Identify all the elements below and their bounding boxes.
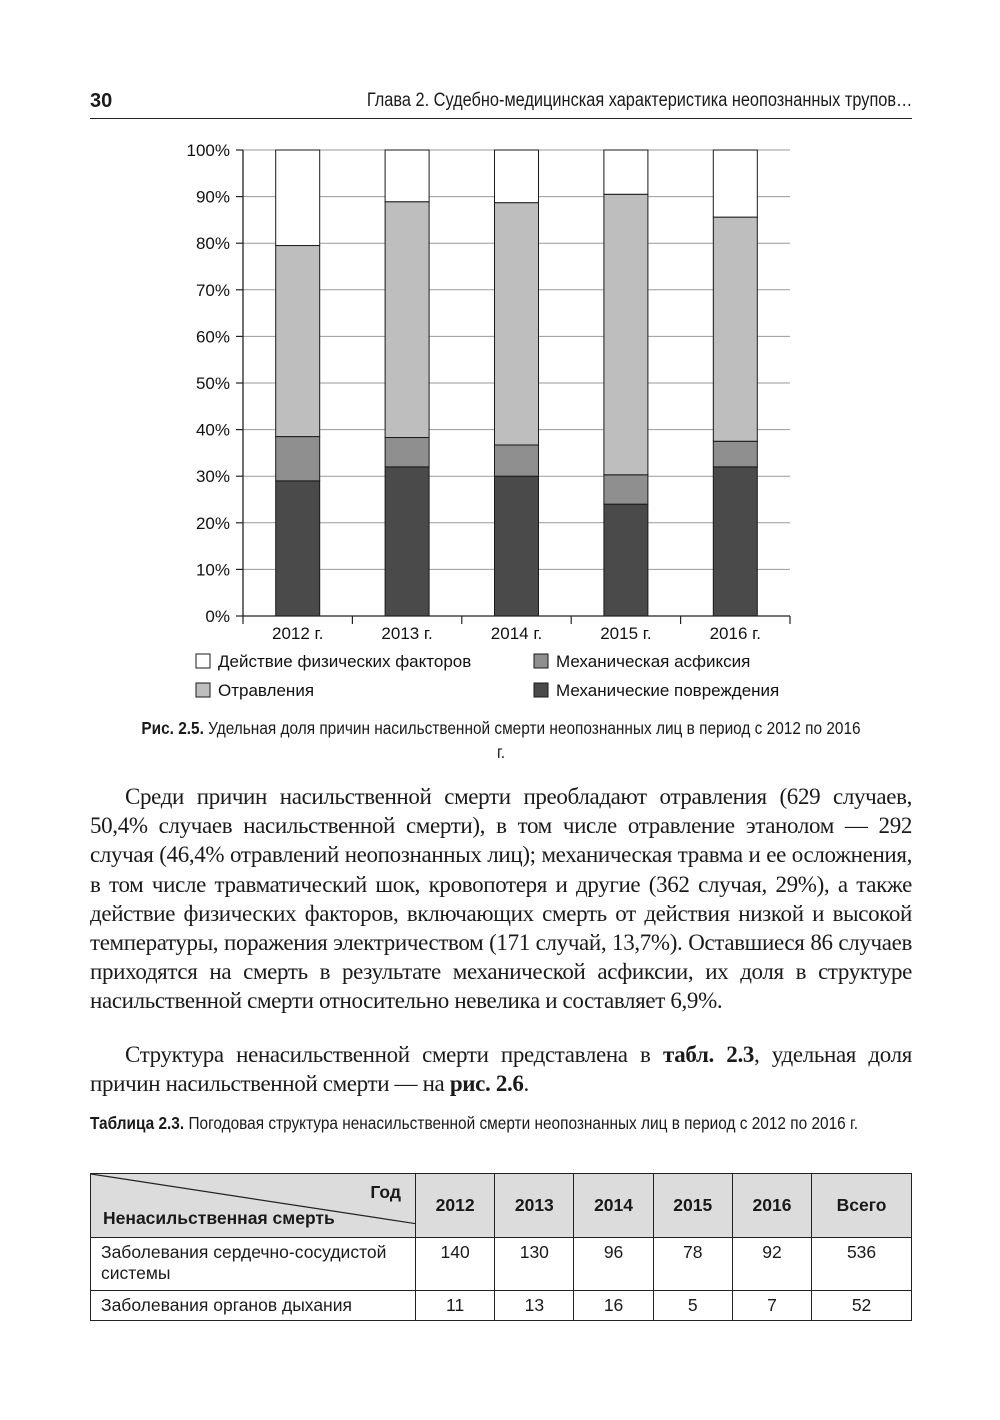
legend-swatch xyxy=(196,654,210,668)
bar-segment xyxy=(604,194,648,475)
y-tick-label: 90% xyxy=(195,187,230,207)
bar-segment xyxy=(385,438,429,467)
x-tick-label: 2015 г. xyxy=(600,624,652,643)
x-tick-label: 2016 г. xyxy=(709,624,761,643)
bar-segment xyxy=(276,150,320,246)
chart-legend xyxy=(196,652,779,700)
table-caption xyxy=(90,1110,912,1136)
bar-segment xyxy=(495,203,539,445)
y-tick-label: 10% xyxy=(195,560,230,580)
bar-segment xyxy=(713,217,757,441)
legend-swatch xyxy=(534,683,548,697)
bar-segment xyxy=(385,150,429,202)
x-tick-label: 2014 г. xyxy=(490,624,543,643)
table-reference: табл. 2.3 xyxy=(662,1042,754,1067)
bar-segment xyxy=(276,481,320,616)
table-caption-text: Погодовая структура ненасильственной смерти неопознанных лиц в период с 2012 по 2016 г. xyxy=(184,1113,859,1133)
column-header: 2015 xyxy=(653,1174,732,1238)
paragraph-2-text-c: . xyxy=(523,1071,529,1097)
figure-caption-label: Рис. 2.5. xyxy=(141,718,204,738)
y-tick-label: 0% xyxy=(205,607,230,626)
table-cell: 11 xyxy=(416,1291,495,1321)
table-cell: 7 xyxy=(732,1291,811,1321)
table-cell: 92 xyxy=(732,1238,811,1291)
y-tick-label: 70% xyxy=(195,280,230,300)
table-cell: 16 xyxy=(574,1291,653,1321)
bar-segment xyxy=(276,437,320,481)
table-corner-cell xyxy=(91,1174,416,1238)
table-cell: 78 xyxy=(653,1238,732,1291)
bar-segment xyxy=(713,467,757,616)
table-cell: 52 xyxy=(812,1291,912,1321)
corner-label-category: Ненасильственная смерть xyxy=(103,1208,335,1228)
y-tick-label: 40% xyxy=(195,420,230,440)
bar-segment xyxy=(713,441,757,467)
paragraph-2-text-a: Структура ненасильственной смерти представлена в xyxy=(125,1042,663,1067)
table-row xyxy=(91,1291,912,1321)
body-paragraph-2 xyxy=(90,1040,912,1098)
data-table xyxy=(90,1173,912,1321)
bar-segment xyxy=(713,150,757,217)
y-tick-label: 60% xyxy=(195,327,230,347)
bar-segment xyxy=(604,504,648,616)
legend-label: Механическая асфиксия xyxy=(556,652,751,671)
bar-segment xyxy=(495,476,539,616)
column-header: 2012 xyxy=(416,1174,495,1238)
y-tick-label: 80% xyxy=(195,234,230,254)
row-label: Заболевания сердечно-сосудистой системы xyxy=(91,1238,416,1291)
bar-segment xyxy=(276,246,320,437)
figure-caption xyxy=(90,716,912,764)
bar-segment xyxy=(495,445,539,476)
legend-label: Отравления xyxy=(218,681,315,700)
table-cell: 96 xyxy=(574,1238,653,1291)
bar-segment xyxy=(604,475,648,504)
y-tick-label: 20% xyxy=(195,513,230,533)
legend-swatch xyxy=(534,654,548,668)
y-tick-label: 30% xyxy=(195,467,230,487)
table-cell: 140 xyxy=(416,1238,495,1291)
bar-segment xyxy=(604,150,648,194)
figure-caption-text: Удельная доля причин насильственной смерти неопознанных лиц в период с 2012 по 2016 г. xyxy=(203,718,861,762)
table-cell: 13 xyxy=(495,1291,574,1321)
table-cell: 536 xyxy=(812,1238,912,1291)
bar-segment xyxy=(385,467,429,616)
paragraph-2-text-b: , удельная доля причин насильственной смерти — на xyxy=(90,1042,912,1097)
paragraph-1-text: Среди причин насильственной смерти преобладают отравления (629 случаев, 50,4% случаев насильственной смерти), в том числе отравление этанолом — 292 случая (46,4% отравлений неопознанных лиц); механическая травма и ее осложнения, в том числе травматический шок, кровопотеря и другие (362 случая, 29%), а также действие физических факторов, включающих смерть от действия низкой и высокой температуры, поражения электричеством (171 случай, 13,7%). Оставшиеся 86 случаев приходятся на смерть в результате механической асфиксии, их доля в структуре насильственной смерти относительно невелика и составляет 6,9%. xyxy=(90,784,912,1014)
table-cell: 5 xyxy=(653,1291,732,1321)
figure-reference: рис. 2.6 xyxy=(449,1071,524,1097)
legend-label: Действие физических факторов xyxy=(218,652,472,671)
legend-label: Механические повреждения xyxy=(556,681,780,700)
x-tick-label: 2012 г. xyxy=(272,624,324,643)
page-number: 30 xyxy=(90,90,113,112)
table-header-row xyxy=(91,1174,912,1238)
table-row xyxy=(91,1238,912,1291)
running-title: Глава 2. Судебно-медицинская характеристика неопознанных трупов… xyxy=(366,90,912,111)
column-header: 2013 xyxy=(495,1174,574,1238)
bar-segment xyxy=(495,150,539,203)
body-paragraph-1 xyxy=(90,782,912,1016)
column-header: 2014 xyxy=(574,1174,653,1238)
column-header: Всего xyxy=(812,1174,912,1238)
row-label: Заболевания органов дыхания xyxy=(91,1291,416,1321)
x-tick-label: 2013 г. xyxy=(381,624,433,643)
bar-segment xyxy=(385,202,429,438)
table-caption-label: Таблица 2.3. xyxy=(90,1113,185,1133)
y-tick-label: 100% xyxy=(186,141,230,160)
legend-swatch xyxy=(196,683,210,697)
y-tick-label: 50% xyxy=(195,374,230,393)
corner-label-year: Год xyxy=(370,1182,401,1202)
column-header: 2016 xyxy=(732,1174,811,1238)
table-cell: 130 xyxy=(495,1238,574,1291)
